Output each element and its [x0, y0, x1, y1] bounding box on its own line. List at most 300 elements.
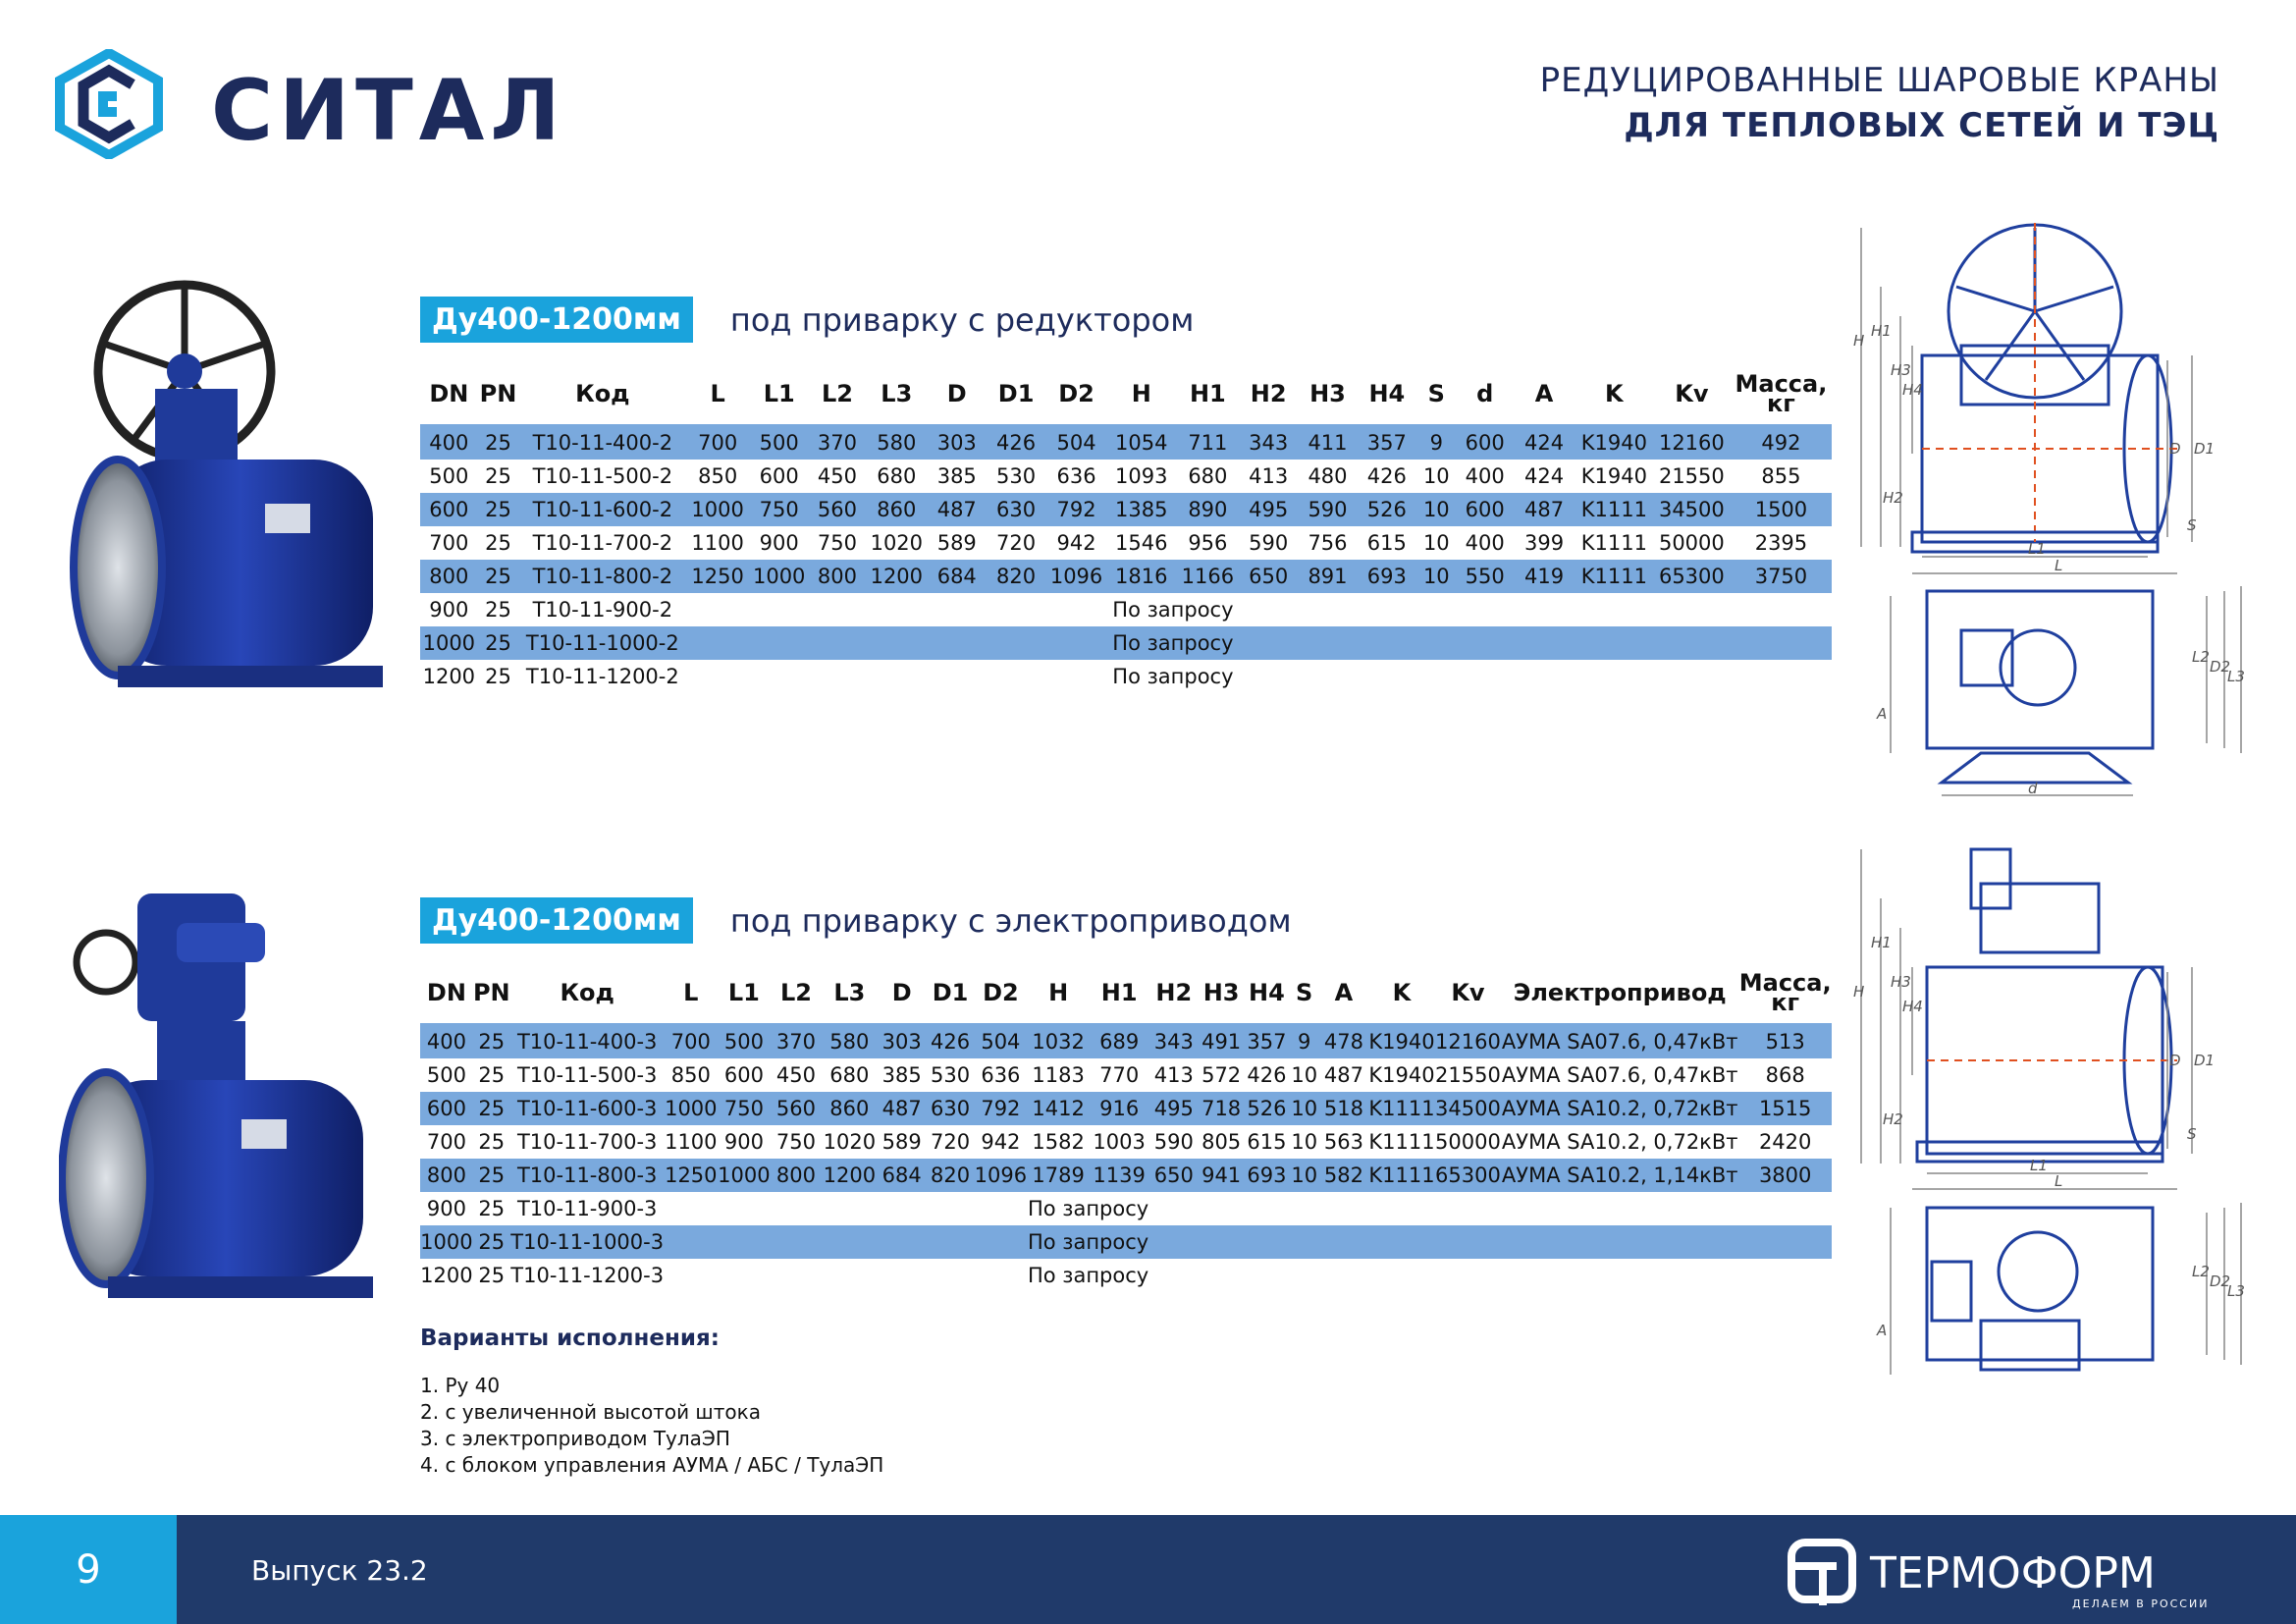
table-cell: 426: [1247, 1063, 1287, 1087]
header-title-line2: ДЛЯ ТЕПЛОВЫХ СЕТЕЙ И ТЭЦ: [1624, 106, 2219, 145]
column-header: Kv: [1675, 380, 1709, 407]
column-header: PN: [472, 979, 510, 1006]
table-cell: 860: [822, 1092, 877, 1125]
table-cell: АУМА SA07.6, 0,47кВт: [1501, 1024, 1738, 1058]
table-cell-empty: [1240, 660, 1832, 693]
table-cell: 426: [1366, 464, 1407, 488]
table-cell: 956: [1188, 531, 1228, 555]
table-cell: Т10-11-700-3: [516, 1130, 658, 1154]
table-cell: 942: [981, 1130, 1021, 1154]
dim-label-l2: L2: [2192, 648, 2210, 666]
column-header: DN: [429, 380, 469, 407]
table-cell: 1385: [1106, 493, 1176, 526]
table-cell: 25: [473, 1225, 510, 1259]
table-cell: 600: [1457, 493, 1513, 526]
table-cell-empty: [665, 1225, 1028, 1259]
table-cell: 504: [974, 1024, 1027, 1058]
table-header-row: [420, 363, 1832, 425]
column-header: L2: [821, 380, 853, 407]
table-cell: 572: [1201, 1063, 1242, 1087]
on-request-cell: По запросу: [1112, 598, 1234, 622]
dim-label-h4: H4: [1902, 381, 1923, 399]
column-header: S: [1296, 979, 1313, 1006]
column-header: H3: [1202, 979, 1240, 1006]
table-cell: 600: [420, 1092, 473, 1125]
table-cell: 1200: [865, 560, 928, 593]
table-cell: 680: [829, 1063, 870, 1087]
table-cell: 750: [817, 531, 857, 555]
dim-label-s: S: [2187, 516, 2197, 534]
table-cell: 10: [1290, 1159, 1319, 1192]
section1-badge: Ду400-1200мм: [420, 297, 693, 343]
table-cell: 820: [986, 560, 1045, 593]
dim-label-l1: L1: [2028, 540, 2046, 558]
table-cell: 487: [928, 493, 986, 526]
table-cell: K1111: [1575, 560, 1653, 593]
table-row: [420, 560, 1832, 593]
table-cell: 900: [723, 1130, 764, 1154]
table-cell: Т10-11-700-2: [532, 531, 673, 555]
table-cell: Т10-11-800-3: [510, 1159, 665, 1192]
table-cell: 693: [1244, 1159, 1289, 1192]
dim-label-l3: L3: [2227, 1282, 2245, 1300]
table-cell: 900: [426, 1197, 466, 1220]
dim-label-d2: D2: [2210, 658, 2231, 676]
table-row: [420, 460, 1832, 493]
table-cell: 820: [927, 1159, 974, 1192]
table-cell: АУМА SA10.2, 1,14кВт: [1501, 1159, 1738, 1192]
table-cell: K1940: [1575, 425, 1653, 460]
table-cell: 303: [878, 1024, 927, 1058]
table-cell: 426: [927, 1024, 974, 1058]
table-cell: 1032: [1028, 1024, 1090, 1058]
table-cell: 343: [1149, 1024, 1199, 1058]
section2-subtitle: под приварку с электроприводом: [729, 901, 1292, 940]
table-cell: 1000: [420, 626, 478, 660]
table-cell: 600: [420, 493, 478, 526]
column-header: Масса, кг: [1735, 370, 1828, 417]
table-cell: 10: [1422, 464, 1450, 488]
dim-label-h3: H3: [1891, 973, 1911, 991]
table-cell: 65300: [1653, 560, 1731, 593]
column-header: K: [1392, 979, 1412, 1006]
dim-label-l: L: [2055, 1172, 2063, 1190]
table-cell: 1500: [1731, 493, 1832, 526]
table-cell: 357: [1358, 425, 1415, 460]
table-cell: K1940: [1368, 1024, 1435, 1058]
table-cell: 600: [723, 1063, 764, 1087]
table-cell: 800: [809, 560, 865, 593]
table-cell: 370: [771, 1024, 822, 1058]
brand-tagline: ДЕЛАЕМ В РОССИИ: [2072, 1597, 2210, 1610]
column-header: L2: [779, 979, 812, 1006]
table-cell: 1200: [422, 665, 476, 688]
table-cell: 357: [1244, 1024, 1289, 1058]
variant-item: 4. с блоком управления АУМА / АБС / ТулаЭП: [420, 1453, 884, 1477]
dim-label-a: A: [1877, 705, 1888, 723]
table-cell: Т10-11-1000-3: [510, 1225, 665, 1259]
dim-label-h: H: [1853, 983, 1865, 1001]
on-request-cell: По запросу: [1106, 626, 1239, 660]
table-cell: 492: [1731, 425, 1832, 460]
table-cell: 413: [1153, 1063, 1194, 1087]
table-cell: 589: [881, 1130, 922, 1154]
table-cell: 590: [1249, 531, 1289, 555]
table-cell: 480: [1308, 464, 1348, 488]
dim-label-a: A: [1877, 1322, 1888, 1339]
table-cell: 560: [771, 1092, 822, 1125]
column-header: D1: [997, 380, 1035, 407]
table-cell-empty: [1149, 1225, 1832, 1259]
table-cell: 385: [881, 1063, 922, 1087]
table-cell: 500: [718, 1024, 771, 1058]
column-header: H: [1131, 380, 1151, 407]
table-cell: 34500: [1653, 493, 1731, 526]
table-cell: 1200: [420, 1264, 473, 1287]
table-cell: 526: [1244, 1092, 1289, 1125]
table-cell: 650: [1240, 560, 1298, 593]
dim-label-l: L: [2055, 557, 2063, 574]
table-cell: 495: [1149, 1092, 1199, 1125]
table-cell-empty: [686, 593, 1106, 626]
table-cell: 1093: [1115, 464, 1168, 488]
spec-table-electric: [420, 962, 1832, 1292]
header-title-line1: РЕДУЦИРОВАННЫЕ ШАРОВЫЕ КРАНЫ: [1539, 61, 2219, 100]
section2-heading: [420, 897, 1292, 944]
column-header: D: [891, 979, 912, 1006]
table-cell: 1000: [749, 560, 809, 593]
on-request-cell: По запросу: [1027, 1197, 1149, 1220]
table-cell-empty: [665, 1192, 1028, 1225]
variants-title: Варианты исполнения:: [420, 1326, 720, 1351]
table-cell: 530: [996, 464, 1037, 488]
header-title: [1540, 61, 2219, 145]
table-cell: 900: [429, 598, 469, 622]
table-cell: 25: [473, 1092, 510, 1125]
table-cell: 693: [1358, 560, 1415, 593]
table-cell: 756: [1308, 531, 1348, 555]
table-cell: 800: [420, 560, 478, 593]
column-header: H4: [1249, 979, 1285, 1006]
table-cell: 25: [478, 1063, 506, 1087]
termoform-logo: [1788, 1537, 2219, 1619]
table-cell: 450: [817, 464, 857, 488]
table-cell: 580: [822, 1024, 877, 1058]
table-cell: 500: [429, 464, 469, 488]
table-row: [420, 1058, 1832, 1092]
variants-list: [420, 1373, 883, 1479]
table-cell: 3750: [1731, 560, 1832, 593]
column-header: L3: [833, 979, 866, 1006]
table-cell: 615: [1366, 531, 1407, 555]
table-cell: 10: [1415, 493, 1457, 526]
column-header: H: [1048, 979, 1069, 1006]
table-row: [420, 1024, 1832, 1058]
table-cell: K1111: [1368, 1159, 1435, 1192]
column-header: A: [1534, 380, 1554, 407]
table-cell: Т10-11-600-3: [510, 1092, 665, 1125]
on-request-cell: По запросу: [1027, 1264, 1149, 1287]
column-header: Kv: [1451, 979, 1485, 1006]
table-cell: 1100: [665, 1130, 718, 1154]
table-cell-empty: [1240, 626, 1832, 660]
table-row: [420, 1259, 1832, 1292]
brand-name: ТЕРМОФОРМ: [1870, 1548, 2156, 1598]
valve-electric-actuator-photo: [59, 884, 393, 1320]
table-cell: АУМА SA07.6, 0,47кВт: [1501, 1063, 1738, 1087]
table-cell: 10: [1422, 531, 1450, 555]
column-header: d: [1476, 380, 1494, 407]
table-cell: 711: [1176, 425, 1239, 460]
table-cell: 1789: [1028, 1159, 1090, 1192]
table-cell: 25: [478, 626, 519, 660]
column-header: H3: [1309, 380, 1346, 407]
table-cell: 792: [974, 1092, 1027, 1125]
table-cell: 25: [485, 464, 511, 488]
table-cell: 25: [478, 425, 519, 460]
table-cell-empty: [686, 626, 1106, 660]
table-row: [420, 660, 1832, 693]
table-cell: АУМА SA10.2, 0,72кВт: [1501, 1130, 1738, 1154]
table-row: [420, 626, 1832, 660]
table-cell: 419: [1513, 560, 1575, 593]
table-cell: 2420: [1758, 1130, 1812, 1154]
logo-text: СИТАЛ: [211, 62, 566, 159]
table-cell: Т10-11-1000-2: [518, 626, 686, 660]
column-header: D2: [1058, 380, 1095, 407]
table-row: [420, 1159, 1832, 1192]
variant-item: 3. с электроприводом ТулаЭП: [420, 1427, 730, 1450]
table-cell: 25: [478, 493, 519, 526]
table-cell: 600: [759, 464, 799, 488]
section1-heading: [420, 297, 1194, 343]
dim-label-l1: L1: [2030, 1157, 2048, 1174]
table-cell: 513: [1738, 1024, 1832, 1058]
column-header: Код: [575, 380, 630, 407]
table-cell: 491: [1199, 1024, 1244, 1058]
table-cell: 487: [1323, 1063, 1364, 1087]
table-cell: 680: [1188, 464, 1228, 488]
table-cell: 1582: [1032, 1130, 1085, 1154]
dim-label-d1: D1: [2194, 1052, 2216, 1069]
table-cell: 518: [1319, 1092, 1368, 1125]
table-cell: K1111: [1368, 1130, 1435, 1154]
valve-gearbox-photo: [69, 273, 402, 709]
dim-label-h: H: [1853, 332, 1865, 350]
dim-label-h2: H2: [1883, 1110, 1903, 1128]
dim-label-h1: H1: [1871, 934, 1892, 951]
table-cell: 12160: [1435, 1024, 1501, 1058]
table-cell: 1000: [718, 1159, 771, 1192]
sital-logo-mark-icon: [60, 53, 158, 155]
table-cell: 636: [1056, 464, 1096, 488]
table-cell: 1000: [420, 1225, 473, 1259]
table-cell: 916: [1090, 1092, 1149, 1125]
table-cell: 400: [1465, 531, 1505, 555]
table-cell: 385: [936, 464, 977, 488]
table-cell: 680: [877, 464, 917, 488]
table-cell: Т10-11-400-2: [518, 425, 686, 460]
table-cell: 413: [1249, 464, 1289, 488]
table-cell: 25: [478, 1197, 506, 1220]
column-header: S: [1427, 380, 1445, 407]
table-cell: 25: [478, 1130, 506, 1154]
table-cell: 303: [928, 425, 986, 460]
table-cell: 399: [1523, 531, 1565, 555]
table-cell: 684: [878, 1159, 927, 1192]
table-cell: 890: [1176, 493, 1239, 526]
table-cell: 9: [1290, 1024, 1319, 1058]
spec-table-gearbox: [420, 363, 1832, 693]
on-request-cell: По запросу: [1028, 1225, 1149, 1259]
table-cell: 450: [775, 1063, 817, 1087]
table-cell: 850: [698, 464, 738, 488]
table-cell: K1111: [1368, 1092, 1435, 1125]
table-cell: 530: [930, 1063, 971, 1087]
table-cell: 1096: [974, 1159, 1027, 1192]
dim-label-h2: H2: [1883, 489, 1903, 507]
table-cell: 860: [865, 493, 928, 526]
column-header: PN: [479, 380, 517, 407]
column-header: A: [1334, 979, 1354, 1006]
table-cell: 1139: [1090, 1159, 1149, 1192]
electric-drawing: [1853, 839, 2256, 1433]
table-cell: 10: [1291, 1130, 1318, 1154]
table-cell: 1020: [823, 1130, 877, 1154]
table-cell: 2395: [1754, 531, 1808, 555]
table-cell: 805: [1201, 1130, 1242, 1154]
dim-label-h1: H1: [1871, 322, 1892, 340]
column-header: Масса, кг: [1738, 969, 1832, 1016]
table-cell: 370: [809, 425, 865, 460]
table-cell: 650: [1149, 1159, 1199, 1192]
dim-label-d-small: d: [2028, 780, 2038, 797]
table-cell: 1816: [1106, 560, 1176, 593]
column-header: L: [683, 979, 699, 1006]
table-cell: 590: [1153, 1130, 1194, 1154]
table-cell: 1020: [870, 531, 924, 555]
table-cell: 891: [1298, 560, 1358, 593]
table-cell: 770: [1099, 1063, 1140, 1087]
table-cell: K1940: [1368, 1063, 1435, 1087]
table-cell: 1250: [665, 1159, 718, 1192]
section1-subtitle: под приварку с редуктором: [729, 300, 1195, 339]
column-header: H1: [1189, 380, 1226, 407]
table-cell: 800: [771, 1159, 822, 1192]
table-row: [420, 493, 1832, 526]
table-cell: 400: [420, 425, 478, 460]
table-cell: 424: [1513, 425, 1575, 460]
table-cell: 750: [775, 1130, 817, 1154]
column-header: H4: [1368, 380, 1406, 407]
table-cell: 25: [485, 665, 511, 688]
table-cell: 478: [1319, 1024, 1368, 1058]
column-header: DN: [426, 979, 466, 1006]
table-cell: 65300: [1435, 1159, 1501, 1192]
column-header: H2: [1250, 380, 1287, 407]
table-cell: 868: [1765, 1063, 1805, 1087]
table-cell: 636: [981, 1063, 1021, 1087]
dim-label-d: D: [2169, 440, 2181, 458]
table-cell: 792: [1046, 493, 1106, 526]
table-cell: 1412: [1028, 1092, 1090, 1125]
column-header: L1: [763, 380, 795, 407]
table-cell: 1515: [1738, 1092, 1832, 1125]
table-cell: 10: [1415, 560, 1457, 593]
table-cell: 500: [426, 1063, 466, 1087]
table-cell: 560: [809, 493, 865, 526]
column-header: D: [946, 380, 967, 407]
table-cell-empty: [1240, 593, 1832, 626]
table-row: [420, 1192, 1832, 1225]
table-cell: Т10-11-800-2: [518, 560, 686, 593]
table-cell: 504: [1046, 425, 1106, 460]
column-header: Электропривод: [1513, 979, 1727, 1006]
dim-label-s: S: [2187, 1125, 2197, 1143]
variants-block: [420, 1326, 883, 1479]
table-cell: 550: [1457, 560, 1513, 593]
table-cell: 580: [865, 425, 928, 460]
table-cell: 426: [986, 425, 1045, 460]
dim-label-l3: L3: [2227, 668, 2245, 685]
table-cell: 25: [485, 531, 511, 555]
termoform-logo-mark-icon: [1791, 1543, 1852, 1605]
table-cell: 720: [930, 1130, 971, 1154]
table-cell: 941: [1199, 1159, 1244, 1192]
table-cell: 500: [749, 425, 809, 460]
table-cell: 1000: [686, 493, 749, 526]
table-cell: 34500: [1435, 1092, 1501, 1125]
table-cell: 50000: [1435, 1130, 1501, 1154]
variant-item: 2. с увеличенной высотой штока: [420, 1400, 761, 1424]
table-cell: 487: [1513, 493, 1575, 526]
dim-label-d1: D1: [2194, 440, 2216, 458]
table-cell: 10: [1290, 1092, 1319, 1125]
table-cell: 590: [1298, 493, 1358, 526]
dim-label-l2: L2: [2192, 1263, 2210, 1280]
table-cell: Т10-11-600-2: [518, 493, 686, 526]
table-cell: 424: [1523, 464, 1565, 488]
table-cell: 1000: [665, 1092, 718, 1125]
table-row: [420, 593, 1832, 626]
table-cell: Т10-11-900-3: [516, 1197, 658, 1220]
table-cell: 1250: [686, 560, 749, 593]
table-cell: 700: [426, 1130, 466, 1154]
table-cell: Т10-11-900-2: [532, 598, 673, 622]
table-row: [420, 425, 1832, 460]
dim-label-d2: D2: [2210, 1272, 2231, 1290]
table-cell: 9: [1415, 425, 1457, 460]
column-header: L: [710, 380, 725, 407]
table-cell: 10: [1291, 1063, 1318, 1087]
table-cell: K1940: [1580, 464, 1647, 488]
table-cell: 750: [718, 1092, 771, 1125]
column-header: L1: [727, 979, 760, 1006]
issue-label: Выпуск 23.2: [251, 1554, 428, 1587]
table-cell: 589: [936, 531, 977, 555]
sital-logo: [54, 49, 623, 163]
table-cell: 3800: [1738, 1159, 1832, 1192]
table-cell: 718: [1199, 1092, 1244, 1125]
table-cell: 689: [1090, 1024, 1149, 1058]
table-cell: 1200: [822, 1159, 877, 1192]
table-cell: 720: [996, 531, 1037, 555]
table-cell: 582: [1319, 1159, 1368, 1192]
table-cell: 1546: [1115, 531, 1168, 555]
table-cell: 21550: [1435, 1063, 1501, 1087]
table-cell-empty: [665, 1259, 1028, 1292]
table-cell: 400: [1465, 464, 1505, 488]
